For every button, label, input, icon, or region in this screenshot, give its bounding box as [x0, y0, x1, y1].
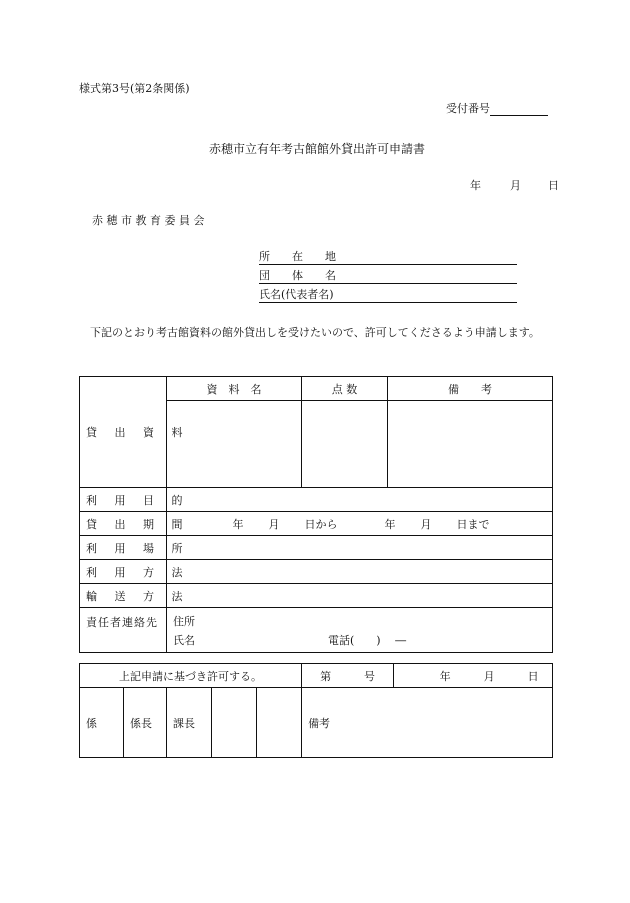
contact-phone-label: 電話( ) ―	[328, 634, 407, 647]
applicant-address-row	[259, 248, 517, 265]
role-manager[interactable]: 課長	[167, 688, 212, 758]
date-day: 日	[548, 179, 559, 192]
receipt-number	[446, 100, 548, 116]
applicant-group-row	[259, 267, 517, 284]
place-label: 利 用 場 所	[80, 536, 167, 560]
contact-label: 責任者連絡先	[80, 608, 167, 653]
request-statement: 下記のとおり考古館資料の館外貸出しを受けたいので、許可してくださるよう申請します。	[90, 326, 540, 339]
period-from-month: 月	[268, 517, 280, 531]
period-to-day: 日まで	[456, 517, 490, 531]
material-name-header: 資 料 名	[167, 377, 302, 401]
role-stamp-5[interactable]	[257, 688, 302, 758]
recipient: 赤 穂 市 教 育 委 員 会	[92, 214, 205, 227]
count-header: 点 数	[302, 377, 388, 401]
applicant-address-field[interactable]	[259, 248, 517, 265]
document-title: 赤穂市立有年考古館館外貸出許可申請書	[209, 142, 426, 156]
period-field[interactable]	[167, 512, 553, 536]
remarks-field[interactable]	[388, 401, 553, 488]
applicant-group-field[interactable]	[259, 267, 517, 284]
purpose-label: 利 用 目 的	[80, 488, 167, 512]
loan-items-label: 貸 出 資 料	[80, 377, 167, 488]
approval-date[interactable]	[394, 664, 553, 688]
applicant-name-row	[259, 286, 517, 303]
period-label: 貸 出 期 間	[80, 512, 167, 536]
role-stamp-4[interactable]	[212, 688, 257, 758]
date-year: 年	[470, 179, 481, 192]
period-to-year: 年	[384, 517, 396, 531]
approval-date-year: 年	[439, 669, 451, 683]
applicant-name-label: 氏名(代表者名)	[259, 288, 334, 301]
period-from-year: 年	[232, 517, 244, 531]
remarks-header: 備 考	[388, 377, 553, 401]
loan-form-table	[79, 376, 553, 653]
period-from-day: 日から	[304, 517, 338, 531]
approval-date-month: 月	[483, 669, 495, 683]
place-field[interactable]	[167, 536, 553, 560]
contact-name-label: 氏名	[173, 634, 195, 647]
approval-number[interactable]: 第 号	[302, 664, 394, 688]
application-date	[470, 177, 559, 193]
count-field[interactable]	[302, 401, 388, 488]
approval-date-day: 日	[527, 669, 539, 683]
period-to-month: 月	[420, 517, 432, 531]
applicant-address-label: 所 在 地	[259, 250, 336, 263]
contact-field[interactable]	[167, 608, 553, 653]
material-name-field[interactable]	[167, 401, 302, 488]
method-field[interactable]	[167, 560, 553, 584]
approval-remarks[interactable]: 備考	[302, 688, 553, 758]
applicant-name-field[interactable]	[259, 286, 517, 303]
purpose-field[interactable]	[167, 488, 553, 512]
form-number: 様式第3号(第2条関係)	[79, 82, 190, 95]
approval-table	[79, 663, 553, 758]
contact-address-label: 住所	[173, 615, 195, 628]
contact-name-row	[173, 631, 546, 650]
approval-statement: 上記申請に基づき許可する。	[80, 664, 302, 688]
applicant-group-label: 団 体 名	[259, 269, 336, 282]
role-clerk[interactable]: 係	[80, 688, 124, 758]
role-chief[interactable]: 係長	[124, 688, 167, 758]
method-label: 利 用 方 法	[80, 560, 167, 584]
transport-label: 輸 送 方 法	[80, 584, 167, 608]
receipt-number-label: 受付番号	[446, 102, 490, 115]
date-month: 月	[510, 179, 521, 192]
transport-field[interactable]	[167, 584, 553, 608]
receipt-number-field[interactable]	[490, 103, 548, 116]
